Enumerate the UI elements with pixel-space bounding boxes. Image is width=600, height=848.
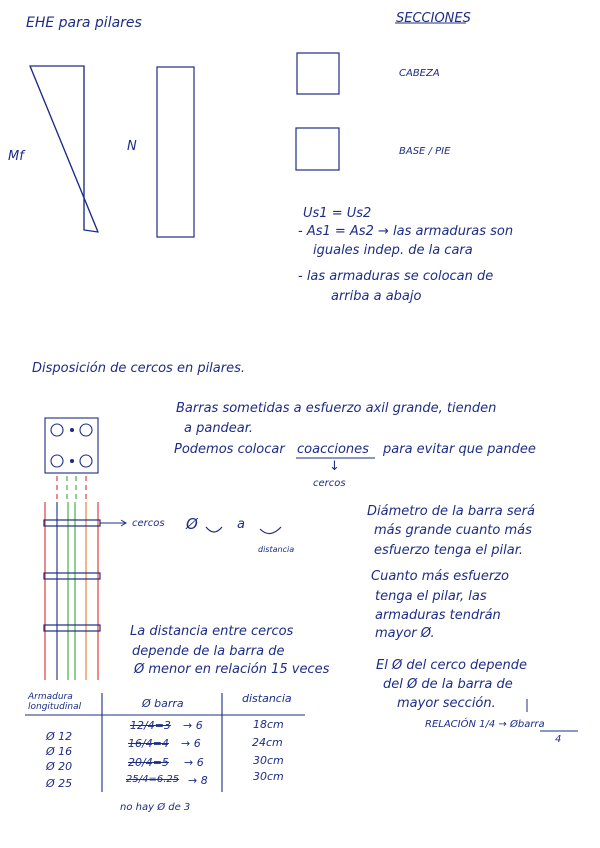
cercos-label: cercos — [132, 518, 165, 529]
table-cell-barra-crossed: 20/4=5 — [128, 756, 169, 769]
diameter-note-line: armaduras tendrán — [375, 608, 501, 623]
page-title: EHE para pilares — [26, 15, 142, 31]
buckling-line1: Barras sometidas a esfuerzo axil grande, tienden — [176, 401, 497, 416]
mf-label: Mf — [8, 149, 24, 164]
moment-diagram — [30, 66, 98, 232]
buckling-line3c: para evitar que pandee — [383, 442, 536, 457]
table-cell-barra: → 8 — [188, 774, 208, 787]
section-head-square — [297, 53, 339, 94]
spacing-note-line: La distancia entre cercos — [130, 624, 294, 639]
spacing-note-line: Ø menor en relación 15 veces — [134, 662, 330, 677]
axial-diagram — [157, 67, 194, 237]
phi-symbol: Ø — [186, 515, 198, 533]
table-header-armadura: Armadura longitudinal — [28, 692, 82, 712]
note-placement: - las armaduras se colocan de — [298, 269, 494, 284]
table-cell-armadura: Ø 25 — [46, 777, 73, 790]
diameter-note-line: esfuerzo tenga el pilar. — [374, 543, 523, 558]
note-us: Us1 = Us2 — [303, 206, 372, 221]
table-cell-armadura: Ø 20 — [46, 760, 73, 773]
section-base-label: BASE / PIE — [399, 146, 451, 157]
diameter-note-line: Cuanto más esfuerzo — [371, 569, 509, 584]
relation-denominator: 4 — [555, 734, 562, 745]
diameter-note-line: tenga el pilar, las — [375, 589, 487, 604]
buckling-line3a: Podemos colocar — [174, 442, 285, 457]
diameter-note-line: Diámetro de la barra será — [367, 504, 535, 519]
sections-title: SECCIONES — [396, 11, 471, 26]
spacing-note-line: depende de la barra de — [132, 644, 285, 659]
n-label: N — [127, 139, 137, 154]
note-as: - As1 = As2 → las armaduras son — [298, 224, 514, 239]
table-cell-barra: → 6 — [181, 737, 201, 750]
table-cell-distancia: 24cm — [252, 736, 283, 749]
table-cell-barra-crossed: 12/4=3 — [130, 719, 171, 732]
table-cell-armadura: Ø 12 — [46, 730, 73, 743]
table-cell-barra: → 6 — [183, 719, 203, 732]
note-placement-cont: arriba a abajo — [331, 289, 422, 304]
table-header-distancia: distancia — [242, 692, 292, 705]
cercos-note: cercos — [313, 478, 346, 489]
table-cell-distancia: 18cm — [253, 718, 284, 731]
relation-text: RELACIÓN 1/4 → Øbarra — [425, 719, 545, 730]
diameter-note-line: más grande cuanto más — [374, 523, 532, 538]
diameter-note-line: del Ø de la barra de — [383, 677, 513, 692]
table-cell-distancia: 30cm — [253, 754, 284, 767]
section-base-square — [296, 128, 339, 170]
a-symbol: a — [237, 517, 245, 532]
table-header-barra: Ø barra — [142, 697, 184, 710]
subtitle: Disposición de cercos en pilares. — [32, 361, 246, 376]
cercos-arrow: ↓ — [329, 459, 340, 474]
section-head-label: CABEZA — [399, 68, 440, 79]
table-cell-barra: → 6 — [184, 756, 204, 769]
column-cross-section — [45, 418, 98, 473]
column-elevation — [44, 502, 100, 680]
table-cell-barra-crossed: 25/4=6.25 — [126, 774, 180, 785]
diameter-note-line: mayor Ø. — [375, 626, 435, 641]
table-footnote: no hay Ø de 3 — [120, 802, 191, 813]
note-as-cont: iguales indep. de la cara — [313, 243, 473, 258]
buckling-line2: a pandear. — [184, 421, 254, 436]
distancia-label: distancia — [258, 545, 295, 554]
table-cell-barra-crossed: 16/4=4 — [128, 737, 169, 750]
table-cell-distancia: 30cm — [253, 770, 284, 783]
diameter-note-line: mayor sección. — [397, 696, 496, 711]
table-cell-armadura: Ø 16 — [46, 745, 73, 758]
buckling-line3b: coacciones — [297, 442, 369, 457]
diameter-note-line: El Ø del cerco depende — [376, 658, 528, 673]
